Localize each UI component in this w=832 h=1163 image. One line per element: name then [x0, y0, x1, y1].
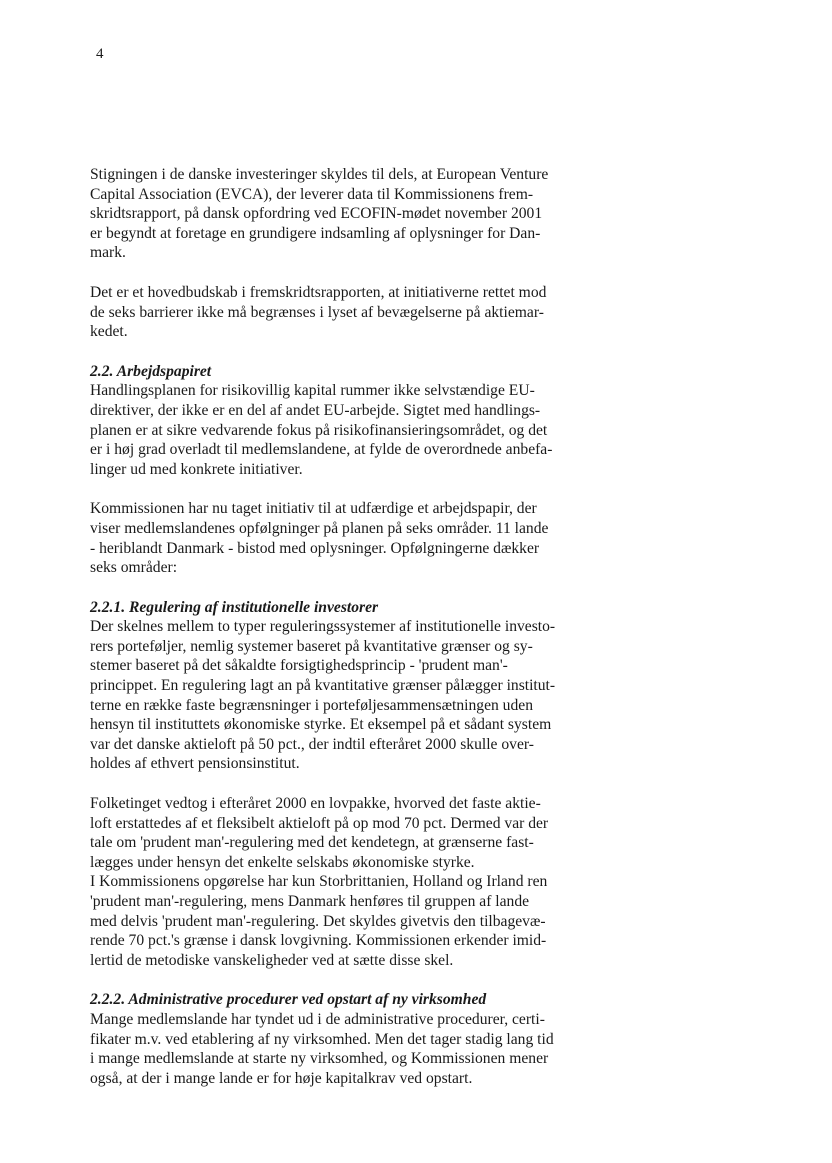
section-heading-administrative: 2.2.2. Administrative procedurer ved opstart af ny virksomhed [90, 991, 487, 1009]
section-heading-regulering: 2.2.1. Regulering af institutionelle investorer [90, 598, 379, 616]
document-body [90, 165, 630, 1108]
paragraph-evca: Stigningen i de danske investeringer skyldes til dels, at European Venture Capital Association (EVCA), der leverer data til Kommissionens frem- skridtsrapport, på dansk opfordring ved ECOFIN-mødet november 2001 er begyndt at foretage en grundigere indsamling af oplysninger for Dan- mark. [90, 166, 549, 262]
paragraph-main-message: Det er et hovedbudskab i fremskridtsrapporten, at initiativerne rettet mod de seks barrierer ikke må begrænses i lyset af bevægelserne på aktiemar- kedet. [90, 283, 547, 341]
paragraph-opgoerelse: I Kommissionens opgørelse har kun Storbrittanien, Holland og Irland ren 'prudent man'-regulering, mens Danmark henføres til gruppen af lande med delvis 'prudent man'-regulering. Det skyldes givetvis den tilbagevæ- rende 70 pct.'s grænse i dansk lovgivning. Kommissionen erkender imid- lertid de metodiske vanskeligheder ved at sætte disse skel. [90, 873, 548, 969]
page-number: 4 [96, 46, 104, 62]
section-heading-arbejdspapiret: 2.2. Arbejdspapiret [90, 362, 212, 380]
paragraph-reguleringssystemer: Der skelnes mellem to typer reguleringssystemer af institutionelle investo- rers porteføljer, nemlig systemer baseret på kvantitative grænser og sy- stemer baseret på det såkaldte forsigtighedsprincip - 'prudent man'- princippet. En regulering lagt an på kvantitative grænser pålægger institut- terne en række faste begrænsninger i porteføljesammensætningen uden hensyn til instituttets økonomiske styrke. Et eksempel på et sådant system var det danske aktieloft på 50 pct., der indtil efteråret 2000 skulle over- holdes af ethvert pensionsinstitut. [90, 618, 556, 773]
paragraph-kommissionen-initiativ: Kommissionen har nu taget initiativ til at udfærdige et arbejdspapir, der viser medlemslandenes opfølgninger på planen på seks områder. 11 lande - heriblandt Danmark - bistod med oplysninger. Opfølgningerne dækker seks områder: [90, 500, 549, 577]
paragraph-handlingsplanen: Handlingsplanen for risikovillig kapital rummer ikke selvstændige EU- direktiver, der ikke er en del af andet EU-arbejde. Sigtet med handlings- planen er at sikre vedvarende fokus på risikofinansieringsområdet, og det er i høj grad overladt til medlemslandene, at fylde de overordnede anbefa- linger ud med konkrete initiativer. [90, 382, 553, 478]
paragraph-folketinget: Folketinget vedtog i efteråret 2000 en lovpakke, hvorved det faste aktie- loft erstattedes af et fleksibelt aktieloft på op mod 70 pct. Dermed var der tale om 'prudent man'-regulering med det kendetegn, at grænserne fast- lægges under hensyn det enkelte selskabs økonomiske styrke. [90, 795, 549, 871]
paragraph-medlemslande: Mange medlemslande har tyndet ud i de administrative procedurer, certi- fikater m.v. ved etablering af ny virksomhed. Men det tager stadig lang tid i mange medlemslande at starte ny virksomhed, og Kommissionen mener også, at der i mange lande er for høje kapitalkrav ved opstart. [90, 1010, 554, 1087]
